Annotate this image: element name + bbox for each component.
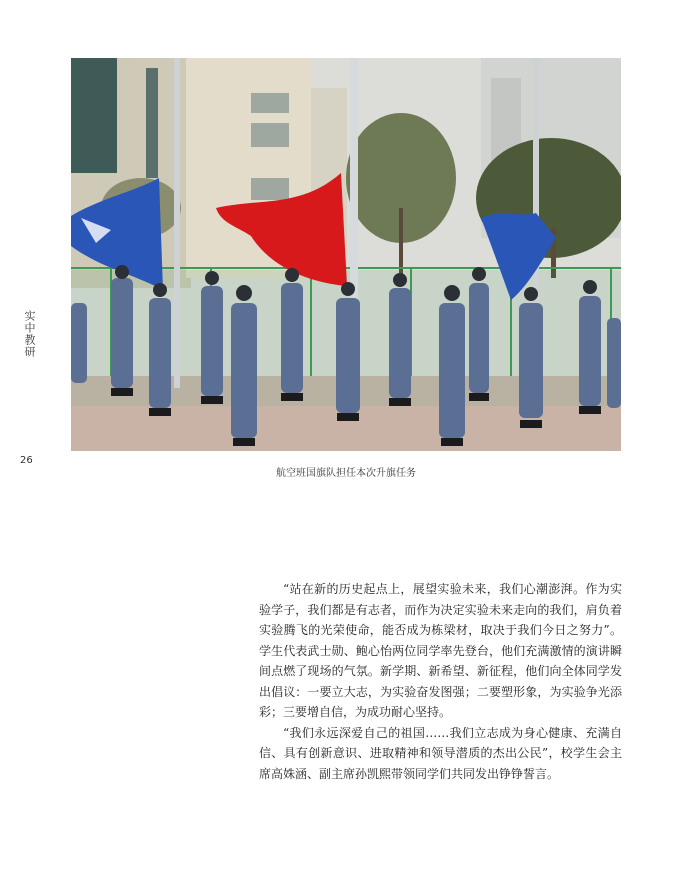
flagpole-left xyxy=(174,58,180,388)
article-body xyxy=(259,579,622,784)
photo-caption: 航空班国旗队担任本次升旗任务 xyxy=(276,468,416,479)
article-paragraph: “站在新的历史起点上，展望实验未来，我们心潮澎湃。作为实验学子，我们都是有志者，而作为决定实验未来走向的我们，肩负着实验腾飞的光荣使命，能否成为栋梁材，取决于我们今日之努力”。学生代表武士勋、鲍心怡两位同学率先登台，他们充满激情的演讲瞬间点燃了现场的气氛。新学期、新希望、新征程，他们向全体同学发出倡议：一要立大志，为实验奋发图强；二要塑形象，为实验争光添彩；三要增自信，为成功耐心坚持。 xyxy=(259,582,622,719)
flag-ceremony-illustration xyxy=(71,58,621,451)
section-label: 实中教研 xyxy=(23,310,36,358)
article-paragraph: “我们永远深爱自己的祖国……我们立志成为身心健康、充满自信、具有创新意识、进取精神和领导潜质的杰出公民”，校学生会主席高姝涵、副主席孙凯熙带领同学们共同发出铮铮誓言。 xyxy=(259,725,622,781)
page-number: 26 xyxy=(20,455,33,466)
flag-raising-photo xyxy=(71,58,621,451)
